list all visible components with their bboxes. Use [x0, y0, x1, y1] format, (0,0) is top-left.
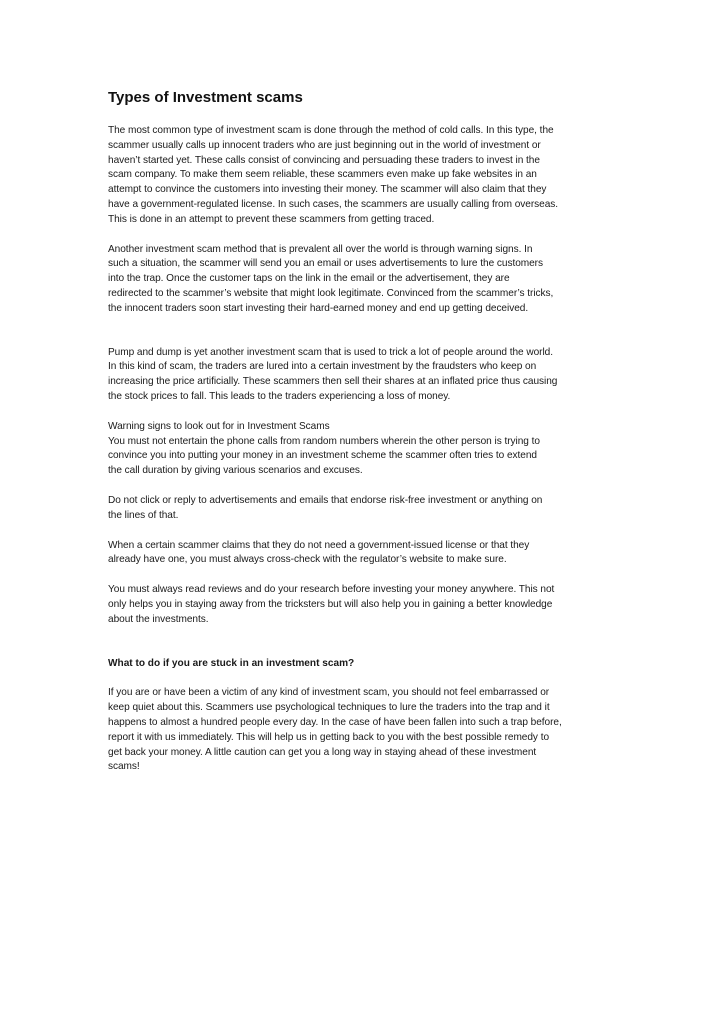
- paragraph-reviews: You must always read reviews and do your research before investing your money anywhere. This not only helps you in staying away from the tricksters but will also help you in gaining a better knowledge about the investments.: [108, 584, 555, 625]
- section-heading-stuck-in-scam: What to do if you are stuck in an investment scam?: [108, 657, 355, 669]
- paragraph-warning-signs-method: Another investment scam method that is prevalent all over the world is through warning signs. In such a situation, the scammer will send you an email or uses advertisements to lure the customers into the trap. Once the customer taps on the link in the email or the advertisement, they are redirected to the scammer’s website that might look legitimate. Convinced from the scammer’s tricks, the innocent traders soon start investing their hard-earned money and end up getting deceived.: [108, 243, 554, 314]
- paragraph-cold-calls: The most common type of investment scam is done through the method of cold calls. In this type, the scammer usually calls up innocent traders who are just beginning out in the world of investment or haven’t started yet. These calls consist of convincing and persuading these traders to invest in the scam company. To make them seem reliable, these scammers even make up fake websites in an attempt to convince the customers into investing their money. The scammer will also claim that they have a government-regulated license. In such cases, the scammers are usually calling from overseas. This is done in an attempt to prevent these scammers from getting traced.: [108, 125, 559, 225]
- paragraph-advertisements: Do not click or reply to advertisements and emails that endorse risk-free investment or anything on the lines of that.: [108, 494, 543, 521]
- paragraph-warning-signs-list: Warning signs to look out for in Investment Scams You must not entertain the phone calls from random numbers wherein the other person is trying to convince you into putting your money in an investment scheme the scammer often tries to extend the call duration by giving various scenarios and excuses.: [108, 420, 540, 477]
- paragraph-pump-and-dump: Pump and dump is yet another investment scam that is used to trick a lot of people around the world. In this kind of scam, the traders are lured into a certain investment by the fraudsters who keep on increasing the price artificially. These scammers then sell their shares at an inflated price thus causing the stock prices to fall. This leads to the traders experiencing a loss of money.: [108, 346, 558, 402]
- document-page: [108, 88, 620, 790]
- paragraph-closing: If you are or have been a victim of any kind of investment scam, you should not feel embarrassed or keep quiet about this. Scammers use psychological techniques to lure the traders into the trap and it happens to almost a hundred people every day. In the case of have been fallen into such a trap before, report it with us immediately. This will help us in getting back to you with the best possible remedy to get back your money. A little caution can get you a long way in staying ahead of these investment scams!: [108, 687, 562, 773]
- document-title: Types of Investment scams: [108, 89, 303, 106]
- paragraph-license: When a certain scammer claims that they do not need a government-issued license or that they already have one, you must always cross-check with the regulator’s website to make sure.: [108, 539, 530, 566]
